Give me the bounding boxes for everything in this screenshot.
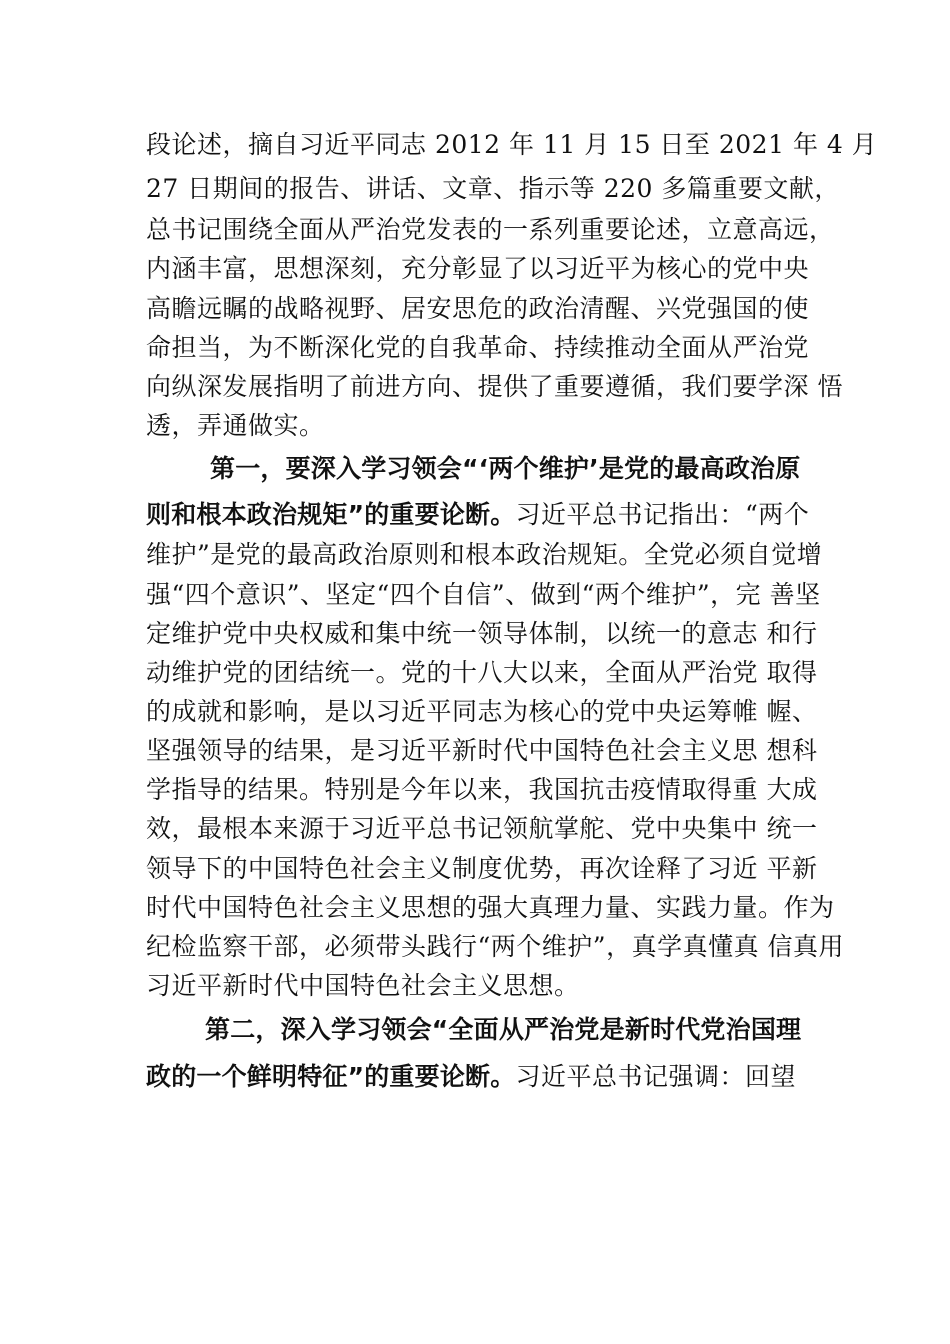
text-line: 27 日期间的报告、讲话、文章、指示等 220 多篇重要文献， bbox=[146, 174, 840, 203]
text-segment: 习近平总书记强调：回望 bbox=[515, 1062, 796, 1091]
text-line: 效，最根本来源于习近平总书记领航掌舵、党中央集中 统一 bbox=[146, 814, 818, 843]
text-line: 段论述，摘自习近平同志 2012 年 11 月 15 日至 2021 年 4 月 bbox=[146, 130, 878, 159]
text-line: 向纵深发展指明了前进方向、提供了重要遵循，我们要学深 悟 bbox=[146, 372, 843, 401]
section-heading-continuation: 政的一个鲜明特征”的重要论断。 bbox=[146, 1062, 516, 1091]
text-line bbox=[146, 498, 846, 532]
text-line: 内涵丰富，思想深刻，充分彰显了以习近平为核心的党中央 bbox=[146, 254, 810, 283]
text-line: 动维护党的团结统一。党的十八大以来，全面从严治党 取得 bbox=[146, 658, 818, 687]
section-heading: 第二，深入学习领会“全面从严治党是新时代党治国理 bbox=[205, 1015, 802, 1044]
text-line: 总书记围绕全面从严治党发表的一系列重要论述，立意高远， bbox=[146, 215, 835, 244]
text-line: 领导下的中国特色社会主义制度优势，再次诠释了习近 平新 bbox=[146, 854, 818, 883]
text-line bbox=[146, 1060, 846, 1094]
section-heading-continuation: 则和根本政治规矩”的重要论断。 bbox=[146, 500, 516, 529]
text-line: 坚强领导的结果，是习近平新时代中国特色社会主义思 想科 bbox=[146, 736, 818, 765]
text-line: 命担当，为不断深化党的自我革命、持续推动全面从严治党 bbox=[146, 333, 810, 362]
text-line: 透，弄通做实。 bbox=[146, 411, 325, 440]
text-segment: 习近平总书记指出：“两个 bbox=[515, 500, 810, 529]
section-heading: 第一，要深入学习领会“‘两个维护’是党的最高政治原 bbox=[210, 454, 801, 483]
text-line: 时代中国特色社会主义思想的强大真理力量、实践力量。作为 bbox=[146, 893, 835, 922]
text-line: 高瞻远瞩的战略视野、居安思危的政治清醒、兴党强国的使 bbox=[146, 294, 810, 323]
text-line: 习近平新时代中国特色社会主义思想。 bbox=[146, 971, 580, 1000]
text-line: 纪检监察干部，必须带头践行“两个维护”，真学真懂真 信真用 bbox=[146, 932, 845, 961]
text-line: 定维护党中央权威和集中统一领导体制，以统一的意志 和行 bbox=[146, 619, 818, 648]
text-line: 的成就和影响，是以习近平同志为核心的党中央运筹帷 幄、 bbox=[146, 697, 818, 726]
text-line: 强“四个意识”、坚定“四个自信”、做到“两个维护”，完 善坚 bbox=[146, 580, 821, 609]
text-line: 学指导的结果。特别是今年以来，我国抗击疫情取得重 大成 bbox=[146, 775, 818, 804]
text-line: 维护”是党的最高政治原则和根本政治规矩。全党必须自觉增 bbox=[146, 540, 823, 569]
